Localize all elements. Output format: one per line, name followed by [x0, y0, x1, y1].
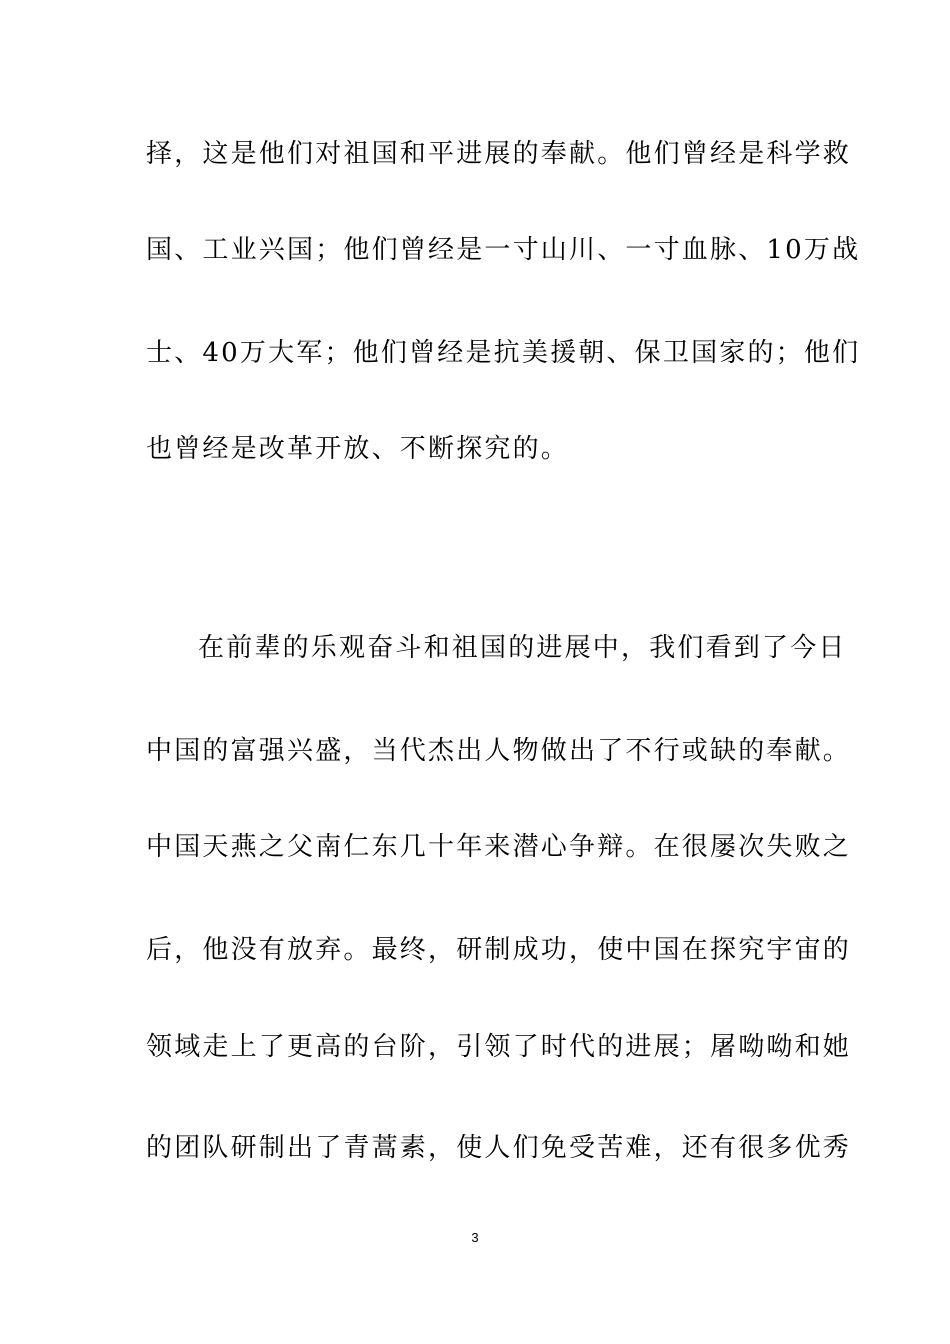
paragraph-2-line-2: 中国的富强兴盛，当代杰出人物做出了不行或缺的奉献。 — [146, 736, 852, 766]
paragraph-1-line-3: 士、40万大军；他们曾经是抗美援朝、保卫国家的；他们 — [146, 338, 861, 368]
page-number: 3 — [471, 1230, 479, 1245]
paragraph-1-line-1: 择，这是他们对祖国和平进展的奉献。他们曾经是科学救 — [146, 139, 852, 169]
paragraph-2-line-3: 中国天燕之父南仁东几十年来潜心争辩。在很屡次失败之 — [146, 832, 852, 862]
paragraph-2-line-6: 的团队研制出了青蒿素，使人们免受苦难，还有很多优秀 — [146, 1133, 852, 1163]
paragraph-1-line-4: 也曾经是改革开放、不断探究的。 — [146, 434, 570, 464]
paragraph-2-line-4: 后，他没有放弃。最终，研制成功，使中国在探究宇宙的 — [146, 935, 852, 965]
paragraph-1-line-2: 国、工业兴国；他们曾经是一寸山川、一寸血脉、10万战 — [146, 235, 861, 265]
paragraph-2-line-1: 在前辈的乐观奋斗和祖国的进展中，我们看到了今日 — [198, 633, 847, 663]
paragraph-2-line-5: 领域走上了更高的台阶，引领了时代的进展；屠呦呦和她 — [146, 1032, 852, 1062]
